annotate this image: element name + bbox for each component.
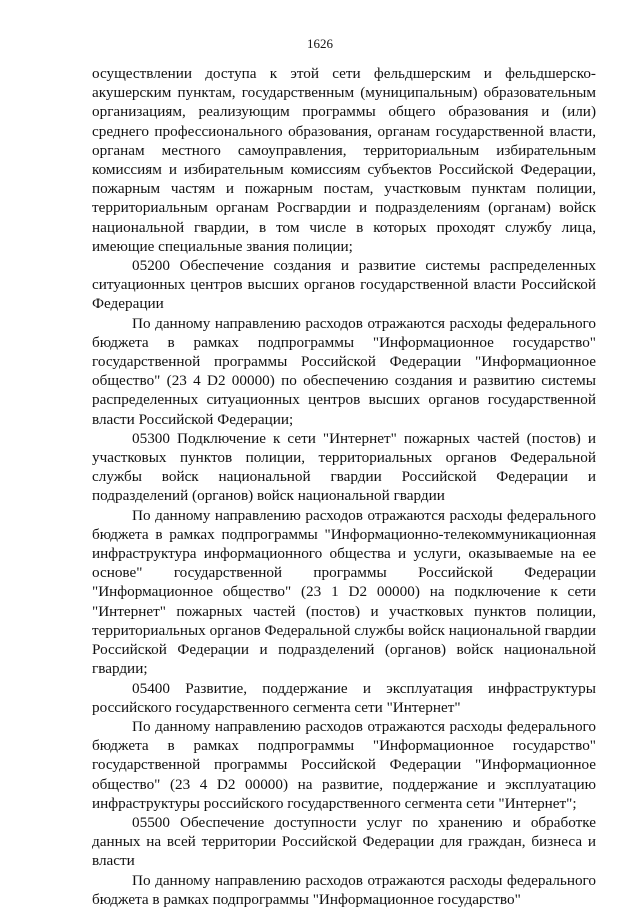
paragraph-heading-05400: 05400 Развитие, поддержание и эксплуатация инфраструктуры российского государственного сегмента сети "Интернет" (92, 679, 596, 716)
paragraph-heading-05300: 05300 Подключение к сети "Интернет" пожарных частей (постов) и участковых пунктов полиции, территориальных органов Федеральной службы войск национальной гвардии Российской Федерации и подразделений (органов) войск национальной гвардии (92, 429, 596, 505)
paragraph-continuation: осуществлении доступа к этой сети фельдшерским и фельдшерско-акушерским пунктам, государственным (муниципальным) образовательным организациям, реализующим программы общего образования и (или) среднего профессионального образования, органам государственной власти, органам местного самоуправления, территориальным избирательным комиссиям и избирательным комиссиям субъектов Российской Федерации, пожарным частям и пожарным постам, участковым пунктам полиции, территориальным органам Росгвардии и подразделениям (органам) войск национальной гвардии, в том числе в которых проходят службу лица, имеющие специальные звания полиции; (92, 65, 596, 255)
paragraph-description-05300: По данному направлению расходов отражаются расходы федерального бюджета в рамках подпрограммы "Информационно-телекоммуникационная инфраструктура информационного общества и услуги, оказываемые на ее основе" государственной программы Российской Федерации "Информационное общество" (23 1 D2 00000) на подключение к сети "Интернет" пожарных частей (постов) и участковых пунктов полиции, территориальных органов Федеральной службы войск национальной гвардии Российской Федерации и подразделений (органов) войск национальной гвардии; (92, 506, 596, 678)
paragraph-description-05400: По данному направлению расходов отражаются расходы федерального бюджета в рамках подпрограммы "Информационное государство" государственной программы Российской Федерации "Информационное общество" (23 4 D2 00000) на развитие, поддержание и эксплуатацию инфраструктуры российского государственного сегмента сети "Интернет"; (92, 717, 596, 812)
document-body (92, 64, 596, 909)
paragraph-description-05500: По данному направлению расходов отражаются расходы федерального бюджета в рамках подпрограммы "Информационное государство" (92, 871, 596, 908)
paragraph-description-05200: По данному направлению расходов отражаются расходы федерального бюджета в рамках подпрограммы "Информационное государство" государственной программы Российской Федерации "Информационное общество" (23 4 D2 00000) по обеспечению создания и развитию системы распределенных ситуационных центров высших органов государственной власти Российской Федерации; (92, 314, 596, 428)
paragraph-heading-05500: 05500 Обеспечение доступности услуг по хранению и обработке данных на всей территории Российской Федерации для граждан, бизнеса и власти (92, 813, 596, 870)
page-number: 1626 (307, 36, 333, 51)
paragraph-heading-05200: 05200 Обеспечение создания и развитие системы распределенных ситуационных центров высших органов государственной власти Российской Федерации (92, 257, 596, 313)
